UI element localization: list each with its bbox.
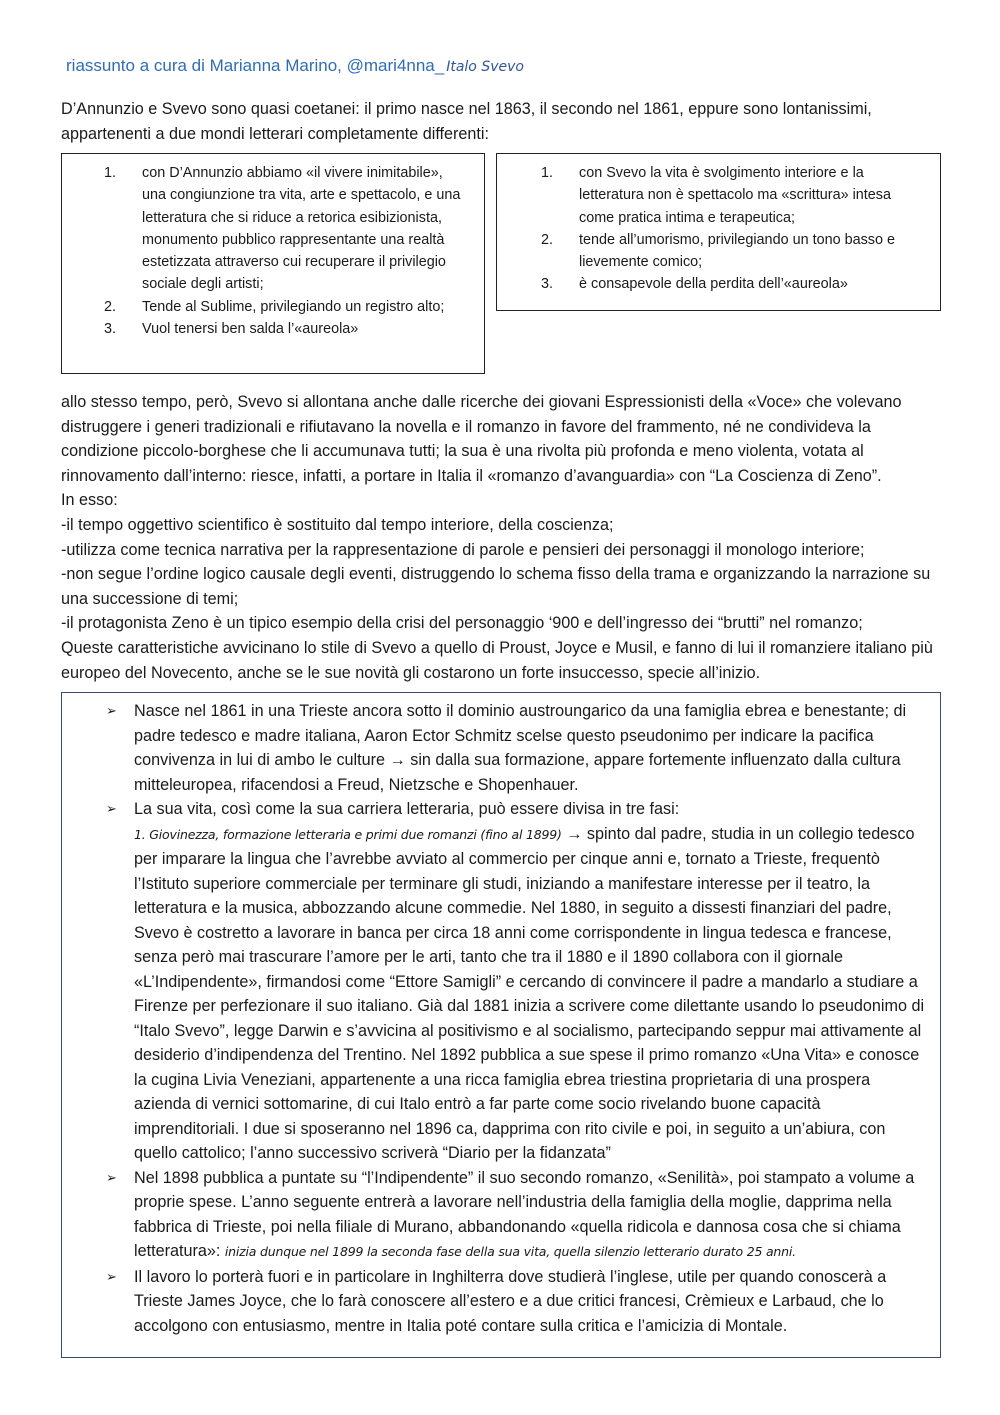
svevo-box [496,153,941,311]
right-arrow-icon: → [566,824,583,843]
list-item: ➢ Nasce nel 1861 in una Trieste ancora sotto il dominio austroungarico da una famiglia ebrea e benestante; di padre tedesco e madre italiana, Aaron Ector Schmitz scelse questo pseudonimo per indicare la pacifica convivenza in lui di ambo le culture → sin dalla sua formazione, appare fortemente influenzato dalla cultura mitteleuropea, rifacendosi a Freud, Nietzsche e Shopenhauer. [106,699,930,797]
list-item: 3. Vuol tenersi ben salda l’«aureola» [104,321,359,338]
right-arrow-icon: → [389,751,406,769]
author-credit: riassunto a cura di Marianna Marino, @mari4nna_ [66,56,445,75]
list-item: ➢ La sua vita, così come la sua carriera letteraria, può essere divisa in tre fasi: 1. Giovinezza, formazione letteraria e primi due romanzi (fino al 1899) → spinto dal padre, studia in un collegio tedesco per imparare la lingua che l’avrebbe avviato al commercio per cinque anni e, tornato a Trieste, frequentò l’Istituto superiore commerciale per terminare gli studi, iniziando a manifestare interesse per il teatro, la letteratura e la musica, abbozzando alcune commedie. Nel 1880, in seguito a dissesti finanziari del padre, Svevo è costretto a lavorare in banca per circa 18 anni come corrispondente in lingua tedesca e francese, senza però mai trascurare l’amore per le arti, tanto che tra il 1880 e il 1890 collabora con il giornale «L’Indipendente», firmandosi come “Ettore Samigli” e cercando di convincere il padre a mandarlo a studiare a Firenze per perfezionare il suo italiano. Già dal 1881 inizia a scrivere come dilettante usando lo pseudonimo di “Italo Svevo”, legge Darwin e s’avvicina al positivismo e al socialismo, partecipando seppur mai attivamente al desiderio d’indipendenza del Trentino. Nel 1892 pubblica a sue spese il primo romanzo «Una Vita» e conosce la cugina Livia Veneziani, appartenente a una ricca famiglia ebrea triestina proprietaria di una prospera azienda di vernici sottomarine, di cui Italo entrò a far parte come socio rivelando buone capacità imprenditoriali. I due si sposeranno nel 1896 ca, dapprima con rito civile e poi, in seguito a un’abiura, con quello cattolico; l’anno successivo scriverà “Diario per la fidanzata” [106,797,930,1166]
topic-title: Italo Svevo [446,59,524,75]
list-item: 3. è consapevole della perdita dell’«aureola» [541,276,848,293]
dannunzio-list [104,162,470,340]
handwritten-note: inizia dunque nel 1899 la seconda fase della sua vita, quella silenzio letterario durato 25 anni. [224,1244,796,1259]
bullet-arrow-icon: ➢ [106,1268,117,1284]
zeno-section [61,390,941,685]
voce-paragraph: allo stesso tempo, però, Svevo si allontana anche dalle ricerche dei giovani Espressionisti della «Voce» che volevano distruggere i generi tradizionali e rifiutavano la novella e il romanzo in favore del frammento, né ne condivideva la condizione piccolo-borghese che li accumunava tutti; la sua è una rivolta più profonda e meno violenta, votata al rinnovamento dall’interno: riesce, infatti, a portare in Italia il «romanzo d’avanguardia» con “La Coscienza di Zeno”. [61,393,902,485]
list-item: 2. tende all’umorismo, privilegiando un tono basso e lievemente comico; [541,231,895,271]
biography-list [106,699,930,1338]
phase-heading: 1. Giovinezza, formazione letteraria e primi due romanzi (fino al 1899) [134,826,562,842]
list-item: 2. Tende al Sublime, privilegiando un registro alto; [104,298,445,315]
dannunzio-box [61,153,485,374]
page-header [66,56,524,76]
intro-paragraph: D’Annunzio e Svevo sono quasi coetanei: il primo nasce nel 1863, il secondo nel 1861, eppure sono lontanissimi, appartenenti a due mondi letterari completamente differenti: [61,100,872,143]
bullet-arrow-icon: ➢ [106,801,117,816]
list-item: 1. con D’Annunzio abbiamo «il vivere inimitabile», una congiunzione tra vita, arte e spettacolo, e una letteratura che si riduce a retorica esibizionista, monumento pubblico rappresentante una realtà estetizzata attraverso cui recuperare il privilegio sociale degli artisti; [104,165,461,293]
feature-line: -utilizza come tecnica narrativa per la rappresentazione di parole e pensieri dei personaggi il monologo interiore; [61,540,865,559]
bullet-arrow-icon: ➢ [106,703,117,718]
feature-line: -non segue l’ordine logico causale degli eventi, distruggendo lo schema fisso della trama e organizzando la narrazione su una successione di temi; [61,565,931,608]
in-esso-line: In esso: [61,491,118,510]
feature-line: -il protagonista Zeno è un tipico esempio della crisi del personaggio ‘900 e dell’ingresso dei “brutti” nel romanzo; [61,614,863,633]
bullet-arrow-icon: ➢ [106,1169,117,1185]
svevo-list [541,162,926,296]
feature-line: -il tempo oggettivo scientifico è sostituito dal tempo interiore, della coscienza; [61,515,614,534]
list-item: ➢ Nel 1898 pubblica a puntate su “l’Indipendente” il suo secondo romanzo, «Senilità», poi stampato a volume a proprie spese. L’anno seguente entrerà a lavorare nell’industria della famiglia della moglie, dapprima nella fabbrica di Trieste, poi nella filiale di Murano, abbandonando «quella ridicola e dannosa cosa che si chiama letteratura»: inizia dunque nel 1899 la seconda fase della sua vita, quella silenzio letterario durato 25 anni. [106,1166,930,1265]
list-item: ➢ Il lavoro lo porterà fuori e in particolare in Inghilterra dove studierà l’inglese, utile per quando conoscerà a Trieste James Joyce, che lo farà conoscere all’estero e a due critici francesi, Crèmieux e Larbaud, che lo accolgono con entusiasmo, mentre in Italia poté contare sulla critica e l’amicizia di Montale. [106,1265,930,1339]
conclusion-paragraph: Queste caratteristiche avvicinano lo stile di Svevo a quello di Proust, Joyce e Musil, e fanno di lui il romanziere italiano più europeo del Novecento, anche se le sue novità gli costarono un forte insuccesso, specie all’inizio. [61,638,933,682]
biography-box [61,692,941,1358]
list-item: 1. con Svevo la vita è svolgimento interiore e la letteratura non è spettacolo ma «scrittura» intesa come pratica intima e terapeutica; [541,165,891,226]
